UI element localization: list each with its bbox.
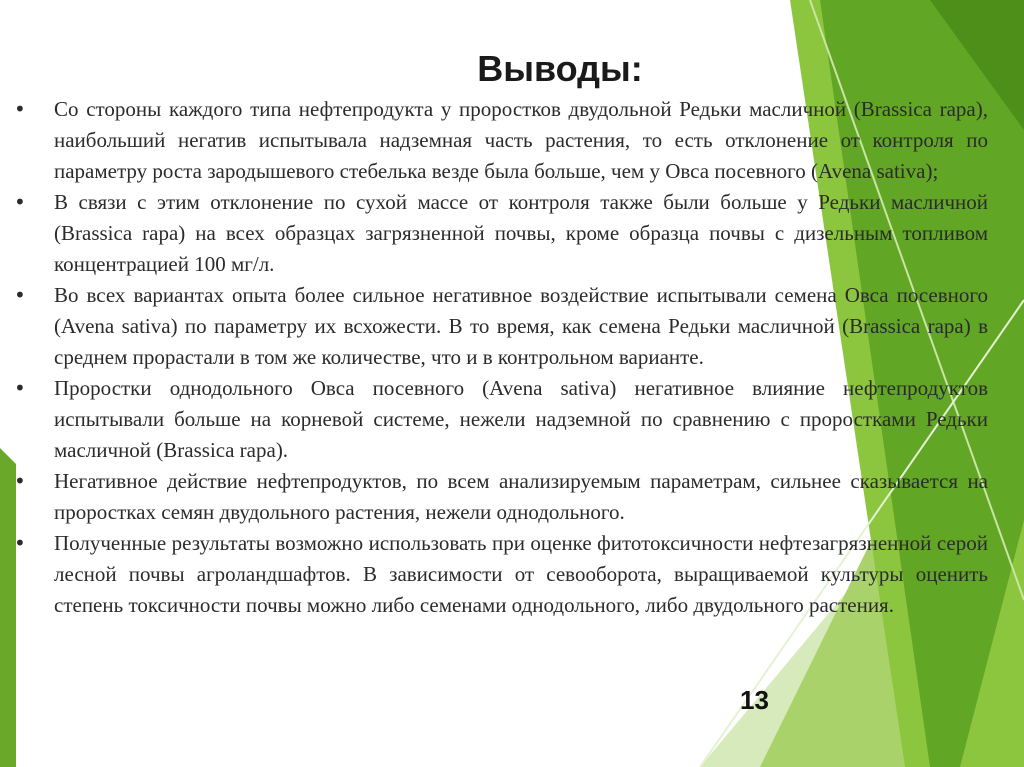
bullet-icon: • [14,97,26,121]
list-item [14,187,988,280]
list-item [14,280,988,373]
slide-title: Выводы: [477,48,643,89]
bullet-text: Во всех вариантах опыта более сильное негативное воздействие испытывали семена Овса посевного (Avena sativa) по параметру их всхожести. В то время, как семена Редьки масличной (Brassica rapa) в среднем прорастали в том же количестве, что и в контрольном варианте. [54,283,988,369]
bullet-text: Проростки однодольного Овса посевного (Avena sativa) негативное влияние нефтепродуктов испытывали больше на корневой системе, нежели надземной по сравнению с проростками Редьки масличной (Brassica rapa). [54,376,988,462]
list-item [14,94,988,187]
bullet-text: Негативное действие нефтепродуктов, по всем анализируемым параметрам, сильнее сказывается на проростках семян двудольного растения, нежели однодольного. [54,469,988,524]
bullet-icon: • [14,531,26,555]
bullet-text: Со стороны каждого типа нефтепродукта у проростков двудольной Редьки масличной (Brassica rapa), наибольший негатив испытывала надземная часть растения, то есть отклонение от контроля по параметру роста зародышевого стебелька везде была больше, чем у Овса посевного (Avena sativa); [54,97,988,183]
bullet-icon: • [14,283,26,307]
list-item [14,528,988,621]
list-item [14,373,988,466]
list-item [14,466,988,528]
bullet-text: В связи с этим отклонение по сухой массе от контроля также были больше у Редьки масличной (Brassica rapa) на всех образцах загрязненной почвы, кроме образца почвы с дизельным топливом концентрацией 100 мг/л. [54,190,988,276]
page-number: 13 [740,685,769,715]
bullet-icon: • [14,190,26,214]
bullet-icon: • [14,376,26,400]
bullet-icon: • [14,469,26,493]
bullet-text: Полученные результаты возможно использовать при оценке фитотоксичности нефтезагрязненной серой лесной почвы агроландшафтов. В зависимости от севооборота, выращиваемой культуры оценить степень токсичности почвы можно либо семенами однодольного, либо двудольного растения. [54,531,988,617]
conclusions-list [0,94,1024,621]
